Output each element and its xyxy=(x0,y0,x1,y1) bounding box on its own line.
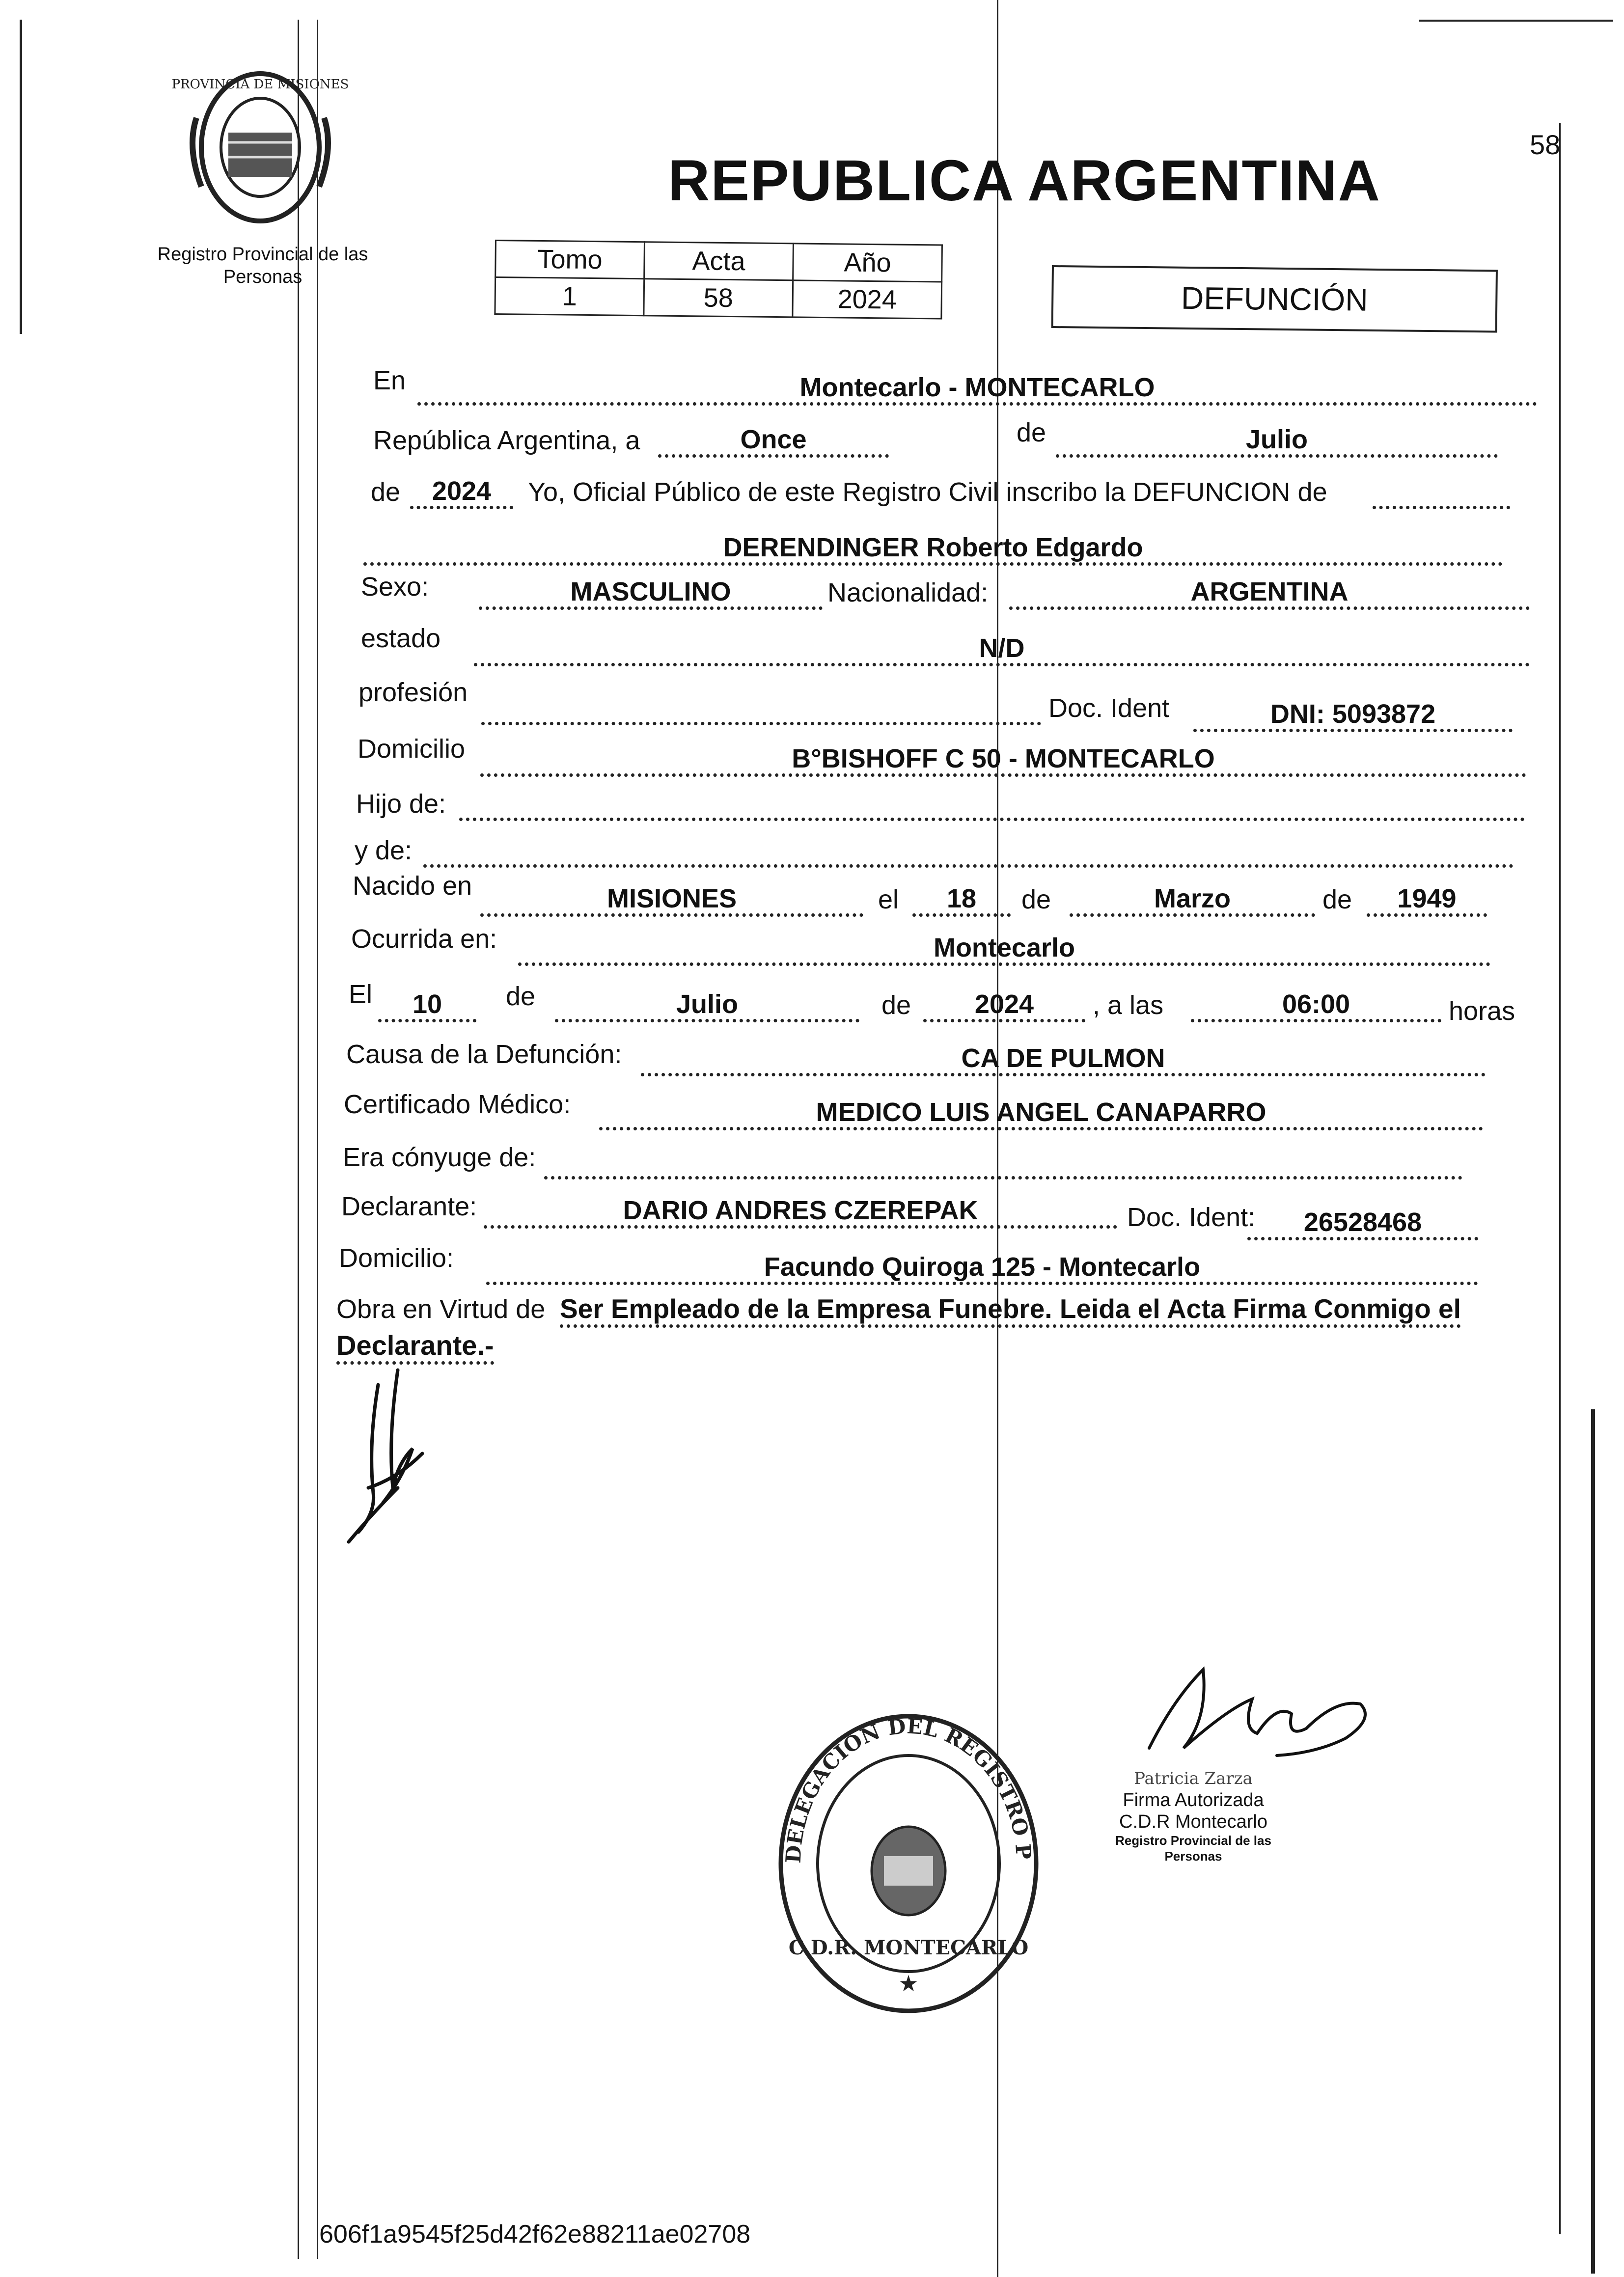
anio-registro-field: 2024 xyxy=(410,476,513,509)
row-profesion xyxy=(358,680,1537,727)
nombre-field: DERENDINGER Roberto Edgardo xyxy=(363,533,1503,566)
lugar-field: Montecarlo - MONTECARLO xyxy=(417,373,1537,406)
obra-label: Obra en Virtud de xyxy=(336,1294,546,1324)
hijo-label: Hijo de: xyxy=(356,789,446,819)
de-anio-label: de xyxy=(371,477,401,507)
acta-header: Acta xyxy=(644,242,794,280)
page-title: REPUBLICA ARGENTINA xyxy=(668,148,1381,213)
nac-dia-field: 18 xyxy=(912,884,1011,917)
obra-line-2: Declarante.- xyxy=(336,1329,494,1365)
row-en xyxy=(373,363,1542,411)
row-yde xyxy=(355,823,1533,870)
province-logo xyxy=(171,59,349,236)
firma-line-1: Firma Autorizada xyxy=(1123,1790,1264,1811)
row-ocurrida xyxy=(351,921,1530,968)
nac-de2-label: de xyxy=(1322,885,1352,914)
registry-seal xyxy=(771,1709,1046,2018)
document-hash: 606f1a9545f25d42f62e88211ae02708 xyxy=(319,2220,751,2249)
domicilio2-label: Domicilio: xyxy=(339,1243,454,1273)
row-conyuge xyxy=(343,1134,1521,1181)
document-type-box: DEFUNCIÓN xyxy=(1051,265,1498,333)
oficial-dots xyxy=(1373,476,1510,509)
row-causa xyxy=(346,1031,1525,1078)
ocurrida-field: Montecarlo xyxy=(518,933,1490,966)
firma-line-3: Registro Provincial de las Personas xyxy=(1115,1833,1271,1864)
republica-label: República Argentina, a xyxy=(373,426,640,455)
declarante-label: Declarante: xyxy=(341,1192,477,1221)
dia-registro-field: Once xyxy=(658,425,889,458)
row-estado xyxy=(361,621,1540,668)
profesion-field xyxy=(481,692,1041,725)
tomo-header: Tomo xyxy=(495,241,645,279)
conyuge-label: Era cónyuge de: xyxy=(343,1143,536,1172)
yde-label: y de: xyxy=(355,836,413,865)
certificado-label: Certificado Médico: xyxy=(344,1090,571,1119)
def-dia-field: 10 xyxy=(378,989,476,1022)
authorized-signature xyxy=(1129,1640,1385,1768)
registry-label: Registro Provincial de las Personas xyxy=(157,244,368,287)
nacido-field: MISIONES xyxy=(480,884,863,917)
acta-value: 58 xyxy=(644,279,793,317)
def-anio-field: 2024 xyxy=(923,989,1085,1022)
row-fecha-defuncion xyxy=(349,977,1537,1024)
anio-value: 2024 xyxy=(793,280,942,319)
svg-text:PROVINCIA DE MISIONES: PROVINCIA DE MISIONES xyxy=(171,77,349,92)
conyuge-field xyxy=(544,1147,1462,1180)
yde-field xyxy=(423,835,1514,868)
doc2-label: Doc. Ident: xyxy=(1127,1203,1256,1232)
declarante-field: DARIO ANDRES CZEREPAK xyxy=(484,1196,1117,1229)
oficial-text: Yo, Oficial Público de este Registro Civil inscribo la DEFUNCION de xyxy=(528,477,1327,507)
def-de2-label: de xyxy=(881,990,911,1020)
row-domicilio xyxy=(358,732,1536,779)
svg-text:★: ★ xyxy=(898,1971,919,1996)
estado-field: N/D xyxy=(474,633,1530,666)
acta-table xyxy=(494,240,943,320)
svg-text:C.D.R. MONTECARLO: C.D.R. MONTECARLO xyxy=(788,1936,1029,1959)
mes-registro-field: Julio xyxy=(1056,425,1498,458)
nac-de-label: de xyxy=(1021,885,1051,914)
alas-label: , a las xyxy=(1093,990,1164,1020)
row-declarante xyxy=(341,1183,1530,1237)
def-mes-field: Julio xyxy=(555,989,859,1022)
doc-field: DNI: 5093872 xyxy=(1193,699,1513,732)
obra-line-1: Ser Empleado de la Empresa Funebre. Leida el Acta Firma Conmigo el xyxy=(560,1293,1461,1328)
certificado-field: MEDICO LUIS ANGEL CANAPARRO xyxy=(599,1097,1483,1130)
causa-field: CA DE PULMON xyxy=(641,1043,1486,1076)
domicilio-field: B°BISHOFF C 50 - MONTECARLO xyxy=(480,744,1526,777)
top-edge-line xyxy=(1419,20,1613,22)
scan-edge-right xyxy=(1591,1409,1595,2274)
row-certificado xyxy=(344,1085,1522,1132)
row-nacido xyxy=(353,872,1531,919)
horas-label: horas xyxy=(1449,996,1515,1026)
authorized-signature-block xyxy=(1090,1768,1296,1864)
sexo-field: MASCULINO xyxy=(479,577,823,610)
hora-field: 06:00 xyxy=(1191,989,1441,1022)
firma-line-2: C.D.R Montecarlo xyxy=(1119,1811,1267,1832)
el2-label: El xyxy=(349,980,373,1009)
de-label: de xyxy=(1017,418,1046,447)
declarant-signature xyxy=(339,1365,447,1552)
nacionalidad-field: ARGENTINA xyxy=(1009,577,1530,610)
nac-anio-field: 1949 xyxy=(1367,884,1487,917)
el-label: el xyxy=(878,885,899,914)
row-nombre xyxy=(363,521,1532,568)
row-obra xyxy=(336,1284,1535,1372)
tomo-value: 1 xyxy=(495,277,644,316)
estado-label: estado xyxy=(361,624,441,653)
doc-label: Doc. Ident xyxy=(1048,693,1170,723)
def-de-label: de xyxy=(506,982,536,1011)
row-oficial xyxy=(371,464,1540,511)
row-sexo xyxy=(361,565,1540,612)
causa-label: Causa de la Defunción: xyxy=(346,1040,622,1069)
nacionalidad-label: Nacionalidad: xyxy=(827,578,989,607)
margin-line-right xyxy=(1559,123,1561,2234)
svg-text:DELEGACION DEL REGISTRO PROVIN: DELEGACION DEL REGISTRO P xyxy=(781,1714,1036,1864)
ocurrida-label: Ocurrida en: xyxy=(351,924,497,954)
page-number: 58 xyxy=(1530,129,1561,160)
doc2-field: 26528468 xyxy=(1247,1207,1478,1240)
scan-edge-left xyxy=(20,20,22,334)
nacido-label: Nacido en xyxy=(353,871,472,901)
firma-name: Patricia Zarza xyxy=(1134,1769,1253,1788)
row-domicilio-declarante xyxy=(339,1240,1517,1287)
en-label: En xyxy=(373,366,406,395)
profesion-label: profesión xyxy=(358,678,468,707)
anio-header: Año xyxy=(793,244,942,282)
sexo-label: Sexo: xyxy=(361,572,429,602)
hijo-field xyxy=(459,788,1525,821)
row-hijo xyxy=(356,776,1535,823)
nac-mes-field: Marzo xyxy=(1070,884,1315,917)
domicilio-label: Domicilio xyxy=(358,734,466,764)
row-republica xyxy=(373,412,1542,460)
margin-line-2 xyxy=(317,20,318,2259)
margin-line-1 xyxy=(298,20,299,2259)
domicilio2-field: Facundo Quiroga 125 - Montecarlo xyxy=(486,1252,1478,1285)
